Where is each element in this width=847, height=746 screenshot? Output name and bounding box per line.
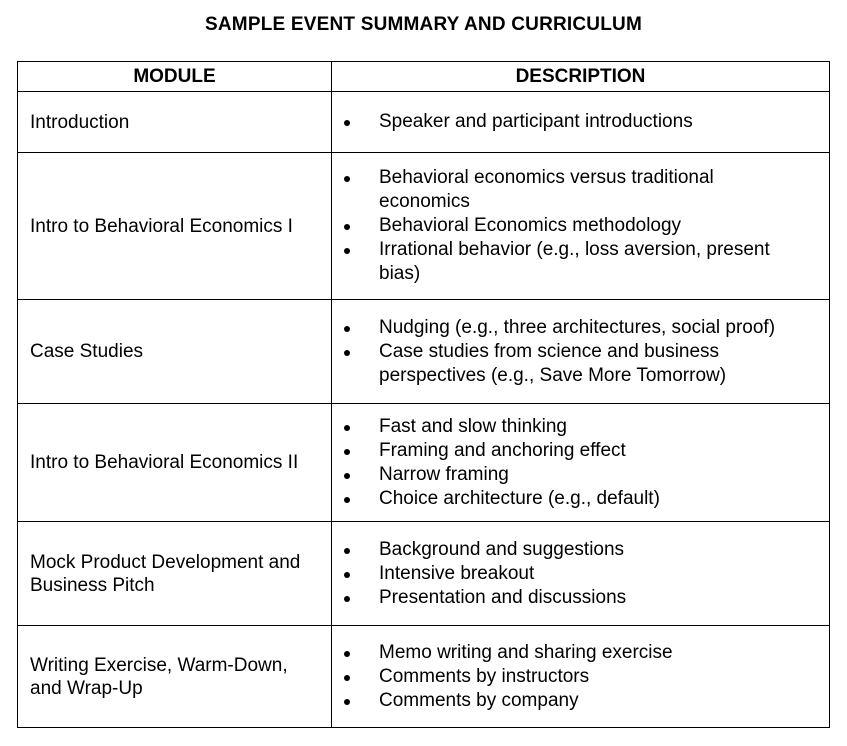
list-item [332, 665, 829, 689]
bullet-icon [344, 224, 350, 230]
list-item [332, 439, 829, 463]
list-item-text: Framing and anchoring effect [379, 439, 626, 461]
bullet-icon [344, 651, 350, 657]
list-item [332, 562, 829, 586]
list-item-text: Irrational behavior (e.g., loss aversion, present bias) [379, 239, 770, 284]
list-item-text: Behavioral Economics methodology [379, 215, 682, 236]
bullet-icon [344, 497, 350, 503]
bullet-icon [344, 449, 350, 455]
list-item-text: Behavioral economics versus traditional economics [379, 167, 714, 212]
list-item-text: Choice architecture (e.g., default) [379, 487, 660, 509]
bullet-icon [344, 473, 350, 479]
bullet-icon [344, 120, 350, 126]
bullet-icon [344, 248, 350, 254]
description-cell [332, 153, 830, 300]
list-item [332, 538, 829, 562]
description-cell [332, 404, 830, 522]
table-row [18, 153, 830, 300]
list-item-text: Presentation and discussions [379, 586, 627, 608]
list-item [332, 340, 829, 388]
module-cell: Mock Product Development and Business Pitch [18, 522, 332, 626]
list-item-text: Narrow framing [379, 463, 509, 485]
table-row [18, 404, 830, 522]
list-item [332, 487, 829, 511]
module-cell: Writing Exercise, Warm-Down, and Wrap-Up [18, 626, 332, 728]
description-list [332, 316, 829, 388]
list-item-text: Comments by company [379, 689, 579, 711]
description-cell [332, 522, 830, 626]
list-item [332, 415, 829, 439]
bullet-icon [344, 350, 350, 356]
module-cell: Introduction [18, 92, 332, 153]
list-item-text: Speaker and participant introductions [379, 111, 693, 132]
bullet-icon [344, 699, 350, 705]
bullet-icon [344, 596, 350, 602]
table-row [18, 92, 830, 153]
module-cell: Intro to Behavioral Economics II [18, 404, 332, 522]
list-item-text: Fast and slow thinking [379, 415, 567, 437]
list-item-text: Comments by instructors [379, 665, 590, 687]
list-item-text: Case studies from science and business perspectives (e.g., Save More Tomorrow) [379, 340, 727, 386]
list-item-text: Background and suggestions [379, 538, 625, 560]
header-module: MODULE [18, 62, 332, 92]
description-list [332, 415, 829, 511]
list-item [332, 586, 829, 610]
description-cell [332, 626, 830, 728]
list-item [332, 166, 829, 214]
list-item [332, 214, 829, 238]
table-header-row [18, 62, 830, 92]
list-item-text: Memo writing and sharing exercise [379, 641, 673, 663]
list-item [332, 463, 829, 487]
list-item-text: Intensive breakout [379, 562, 535, 584]
list-item [332, 110, 829, 134]
description-list [332, 166, 829, 286]
bullet-icon [344, 572, 350, 578]
list-item [332, 316, 829, 340]
table-row [18, 300, 830, 404]
bullet-icon [344, 675, 350, 681]
list-item [332, 238, 829, 286]
list-item [332, 641, 829, 665]
bullet-icon [344, 176, 350, 182]
module-cell: Case Studies [18, 300, 332, 404]
description-list [332, 641, 829, 713]
description-list [332, 110, 829, 134]
document-title: SAMPLE EVENT SUMMARY AND CURRICULUM [205, 14, 642, 35]
bullet-icon [344, 548, 350, 554]
description-cell [332, 300, 830, 404]
table-row [18, 626, 830, 728]
list-item-text: Nudging (e.g., three architectures, social proof) [379, 316, 776, 338]
table-row [18, 522, 830, 626]
description-cell [332, 92, 830, 153]
list-item [332, 689, 829, 713]
bullet-icon [344, 425, 350, 431]
module-cell: Intro to Behavioral Economics I [18, 153, 332, 300]
header-description: DESCRIPTION [332, 62, 830, 92]
curriculum-table [17, 61, 830, 728]
description-list [332, 538, 829, 610]
bullet-icon [344, 326, 350, 332]
